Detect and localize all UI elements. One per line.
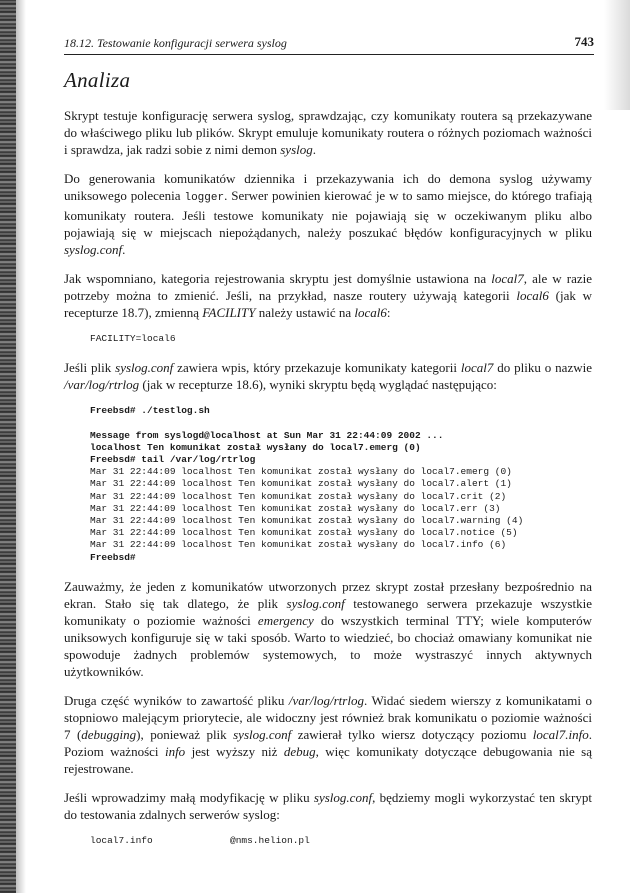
log-line: Mar 31 22:44:09 localhost Ten komunikat został wysłany do local7.emerg (0) [90, 466, 512, 478]
emphasis-text: debug [283, 743, 316, 759]
emphasis-text: syslog.conf [115, 360, 174, 376]
code-line-broadcast: localhost Ten komunikat został wysłany do local7.emerg (0) [90, 441, 421, 453]
emphasis-text: FACILITY [202, 305, 256, 320]
paragraph [64, 270, 592, 321]
page-number: 743 [574, 34, 594, 49]
emphasis-text: local7 [460, 360, 494, 376]
text-run: zawiera wpis, który przekazuje komunikaty kategorii [173, 360, 461, 376]
emphasis-text: syslog.conf [64, 242, 123, 257]
text-run: do wszystkich terminal TTY; wiele komputerów uniksowych konfiguruje się w taki sposób. Warto to wiedzieć, bo chociaż omawiany komunikat nie spowoduje żadnych problemów systemowych, to może wystraszyć innych aktywnych użytkowników. [64, 612, 592, 679]
text-run: : [386, 305, 391, 320]
page-corner-shadow [604, 0, 630, 110]
code-line-command: Freebsd# tail /var/log/rtrlog [90, 454, 256, 466]
running-header-title: 18.12. Testowanie konfiguracji serwera syslog [64, 36, 287, 50]
text-run: . Widać siedem wierszy z komunikatami o stopniowo malejącym priorytecie, ale widoczny jest również brak komunikatu o poziomie ważności 7 ( [64, 692, 592, 742]
log-line: Mar 31 22:44:09 localhost Ten komunikat został wysłany do local7.info (6) [90, 539, 507, 551]
text-run: . Serwer powinien kierować je w to samo miejsce, do którego trafiają komunikaty routera. Jeśli testowe komunikaty nie pojawiają się w oczekiwanym pliku albo pojawiają się w miejscach niepożądanych, należy poszukać błędów konfiguracyjnych w pliku [64, 188, 592, 240]
text-run: , ale w razie potrzeby można to zmienić. Jeśli, na przykład, nasze routery używają kategorii [64, 271, 593, 303]
text-run: ), ponieważ plik [136, 726, 234, 742]
text-run: (jak w recepturze 18.7), zmienną [64, 288, 592, 320]
log-line: Mar 31 22:44:09 localhost Ten komunikat został wysłany do local7.crit (2) [90, 490, 507, 502]
emphasis-text: local6 [516, 288, 549, 303]
spine-fade [16, 0, 26, 893]
text-run: Skrypt testuje konfigurację serwera syslog, sprawdzając, czy komunikaty routera są przekazywane do właściwego pliku lub plików. Skrypt emuluje komunikaty routera o różnych poziomach ważności i sprawdza, jak radzi sobie z nimi demon [64, 108, 592, 157]
page-content [64, 68, 592, 861]
text-run: , będziemy mogli wykorzystać ten skrypt do testowania zdalnych serwerów syslog: [64, 789, 592, 822]
log-line: Mar 31 22:44:09 localhost Ten komunikat został wysłany do local7.alert (1) [90, 478, 512, 490]
paragraph [64, 692, 592, 777]
text-run: testowanego serwera przekazuje wszystkie komunikaty o poziomie ważności [64, 595, 592, 628]
emphasis-text: syslog.conf [233, 726, 292, 742]
paragraph [64, 578, 592, 680]
text-run: należy ustawić na [255, 305, 355, 320]
emphasis-text: debugging [81, 726, 137, 742]
code-target: @nms.helion.pl [230, 834, 310, 846]
code-line-broadcast: Message from syslogd@localhost at Sun Mar 31 22:44:09 2002 ... [90, 429, 444, 441]
text-run: . [312, 142, 316, 157]
paragraph [64, 170, 592, 258]
code-block-facility [90, 333, 592, 345]
section-heading: Analiza [64, 68, 131, 92]
emphasis-text: syslog [280, 142, 313, 157]
paragraph [64, 107, 592, 158]
inline-code: logger [184, 192, 225, 204]
text-run: do pliku o nazwie [493, 360, 592, 376]
emphasis-text: syslog.conf [313, 789, 373, 805]
emphasis-text: info [164, 743, 186, 759]
text-run: . [122, 242, 126, 257]
code-line-prompt: Freebsd# [90, 551, 136, 563]
emphasis-text: /var/log/rtrlog [64, 377, 140, 393]
log-line: Mar 31 22:44:09 localhost Ten komunikat został wysłany do local7.err (3) [90, 502, 501, 514]
text-run: Druga część wyników to zawartość pliku [64, 692, 289, 708]
code-block-output [90, 405, 592, 564]
text-run: Do generowania komunikatów dziennika i przekazywania ich do demona syslog używamy uniksowego polecenia [64, 171, 592, 203]
code-line-command: Freebsd# ./testlog.sh [90, 405, 210, 417]
text-run: (jak w recepturze 18.6), wyniki skryptu będą wyglądać następująco: [139, 377, 497, 393]
paragraph [64, 789, 592, 823]
paragraph [64, 359, 592, 393]
text-run: Jeśli plik [64, 360, 116, 376]
book-spine-shadow [0, 0, 16, 893]
text-run: jest wyższy niż [185, 743, 284, 759]
emphasis-text: syslog.conf [286, 595, 345, 611]
running-header [64, 34, 594, 55]
emphasis-text: /var/log/rtrlog [288, 692, 364, 708]
log-line: Mar 31 22:44:09 localhost Ten komunikat został wysłany do local7.notice (5) [90, 527, 518, 539]
emphasis-text: emergency [257, 612, 314, 628]
text-run: Jeśli wprowadzimy małą modyfikację w pliku [64, 789, 314, 805]
log-line: Mar 31 22:44:09 localhost Ten komunikat został wysłany do local7.warning (4) [90, 515, 524, 527]
emphasis-text: local7 [491, 271, 524, 286]
code-block-remote [90, 835, 592, 847]
emphasis-text: local6 [354, 305, 387, 320]
code-line [90, 835, 592, 847]
text-run: Zauważmy, że jeden z komunikatów utworzonych przez skrypt został przesłany bezpośrednio na ekran. Stało się tak dlatego, że plik [64, 578, 592, 611]
text-run: . Poziom ważności [64, 726, 592, 759]
text-run: , więc komunikaty dotyczące debugowania nie są rejestrowane. [64, 743, 593, 776]
text-run: Jak wspomniano, kategoria rejestrowania skryptu jest domyślnie ustawiona na [64, 271, 492, 286]
text-run: zawierał tylko wiersz dotyczący poziomu [291, 726, 533, 742]
code-selector: local7.info [90, 834, 153, 846]
emphasis-text: local7.info [532, 726, 589, 742]
code-line: FACILITY=local6 [90, 333, 176, 344]
